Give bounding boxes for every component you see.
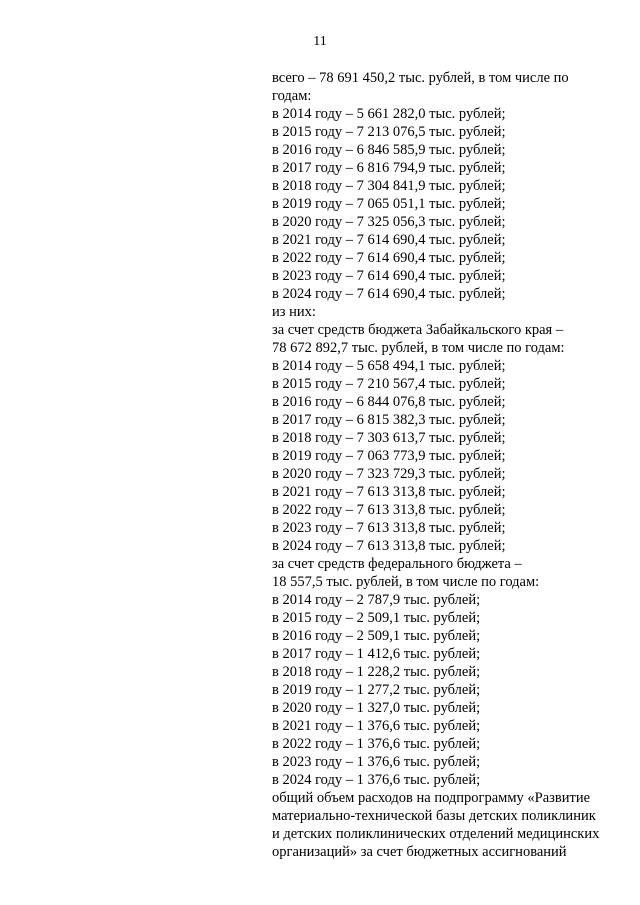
text-line: в 2021 году – 1 376,6 тыс. рублей; xyxy=(272,718,481,734)
text-line: в 2019 году – 7 063 773,9 тыс. рублей; xyxy=(272,448,506,464)
text-line: в 2018 году – 1 228,2 тыс. рублей; xyxy=(272,664,481,680)
text-line: 78 672 892,7 тыс. рублей, в том числе по годам: xyxy=(272,340,565,356)
text-line: в 2018 году – 7 304 841,9 тыс. рублей; xyxy=(272,178,506,194)
document-body xyxy=(272,69,617,861)
text-line: в 2014 году – 5 661 282,0 тыс. рублей; xyxy=(272,106,506,122)
text-line: организаций» за счет бюджетных ассигнований xyxy=(272,844,567,860)
text-line: в 2019 году – 1 277,2 тыс. рублей; xyxy=(272,682,481,698)
text-line: в 2024 году – 7 614 690,4 тыс. рублей; xyxy=(272,286,506,302)
text-line: в 2014 году – 2 787,9 тыс. рублей; xyxy=(272,592,481,608)
text-line: в 2023 году – 7 613 313,8 тыс. рублей; xyxy=(272,520,506,536)
text-line: и детских поликлинических отделений медицинских xyxy=(272,826,600,842)
text-line: в 2015 году – 7 213 076,5 тыс. рублей; xyxy=(272,124,506,140)
page-number: 11 xyxy=(313,34,327,49)
text-line: в 2016 году – 2 509,1 тыс. рублей; xyxy=(272,628,481,644)
text-line: в 2016 году – 6 846 585,9 тыс. рублей; xyxy=(272,142,506,158)
text-line: в 2023 году – 7 614 690,4 тыс. рублей; xyxy=(272,268,506,284)
text-line: в 2014 году – 5 658 494,1 тыс. рублей; xyxy=(272,358,506,374)
text-line: общий объем расходов на подпрограмму «Развитие xyxy=(272,790,591,806)
text-line: в 2017 году – 6 815 382,3 тыс. рублей; xyxy=(272,412,506,428)
text-line: в 2024 году – 7 613 313,8 тыс. рублей; xyxy=(272,538,506,554)
text-line: за счет средств федерального бюджета – xyxy=(272,556,522,572)
text-line: материально-технической базы детских поликлиник xyxy=(272,808,596,824)
text-line: в 2016 году – 6 844 076,8 тыс. рублей; xyxy=(272,394,506,410)
text-line: в 2021 году – 7 613 313,8 тыс. рублей; xyxy=(272,484,506,500)
text-line: в 2017 году – 6 816 794,9 тыс. рублей; xyxy=(272,160,506,176)
text-line: из них: xyxy=(272,304,316,320)
text-line: в 2020 году – 1 327,0 тыс. рублей; xyxy=(272,700,481,716)
text-line: в 2015 году – 2 509,1 тыс. рублей; xyxy=(272,610,481,626)
text-line: в 2022 году – 1 376,6 тыс. рублей; xyxy=(272,736,481,752)
text-line: в 2015 году – 7 210 567,4 тыс. рублей; xyxy=(272,376,506,392)
text-line: в 2019 году – 7 065 051,1 тыс. рублей; xyxy=(272,196,506,212)
text-line: в 2018 году – 7 303 613,7 тыс. рублей; xyxy=(272,430,506,446)
text-line: годам: xyxy=(272,88,312,104)
text-line: в 2020 году – 7 325 056,3 тыс. рублей; xyxy=(272,214,506,230)
text-line: в 2024 году – 1 376,6 тыс. рублей; xyxy=(272,772,481,788)
text-line: в 2022 году – 7 614 690,4 тыс. рублей; xyxy=(272,250,506,266)
text-line: за счет средств бюджета Забайкальского края – xyxy=(272,322,564,338)
text-line: в 2022 году – 7 613 313,8 тыс. рублей; xyxy=(272,502,506,518)
text-line: всего – 78 691 450,2 тыс. рублей, в том числе по xyxy=(272,70,569,86)
text-line: 18 557,5 тыс. рублей, в том числе по годам: xyxy=(272,574,540,590)
text-line: в 2021 году – 7 614 690,4 тыс. рублей; xyxy=(272,232,506,248)
text-line: в 2023 году – 1 376,6 тыс. рублей; xyxy=(272,754,481,770)
text-line: в 2017 году – 1 412,6 тыс. рублей; xyxy=(272,646,481,662)
text-line: в 2020 году – 7 323 729,3 тыс. рублей; xyxy=(272,466,506,482)
